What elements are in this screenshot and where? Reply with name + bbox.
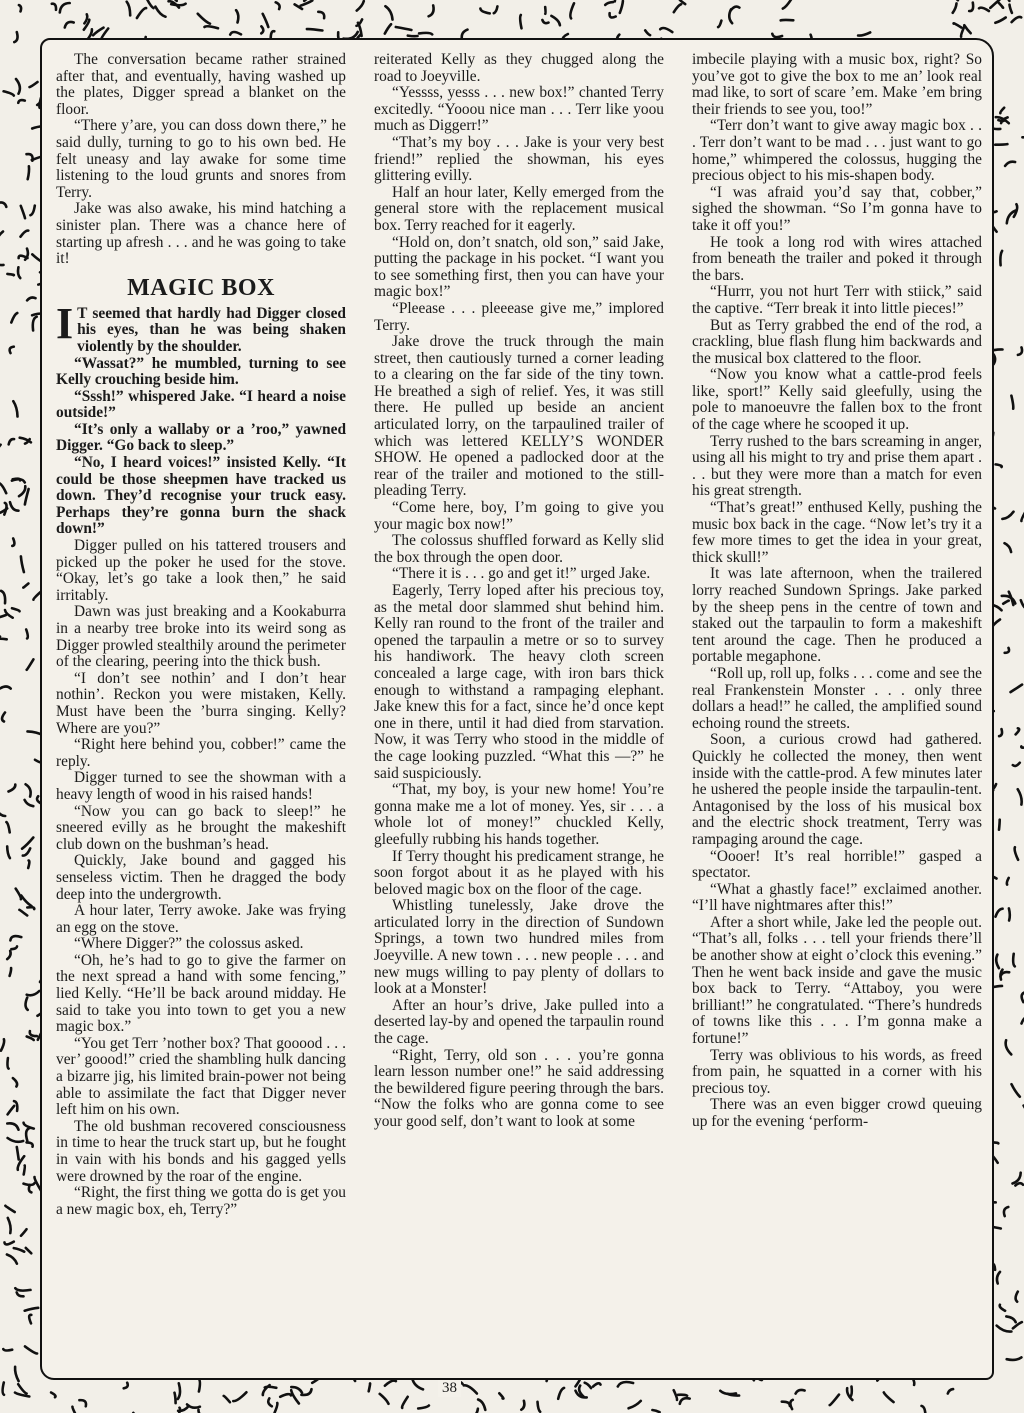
- border-squiggle: [307, 29, 323, 30]
- paragraph: “Right, the first thing we gotta do is get you a new magic box, eh, Terry?”: [56, 1184, 346, 1218]
- paragraph: Digger pulled on his tattered trousers and picked up the poker he used for the stove. “Okay, let’s go take a look then,” he said irritably.: [56, 537, 346, 604]
- paragraph: Digger turned to see the showman with a heavy length of wood in his raised hands!: [56, 769, 346, 803]
- paragraph-drop-cap: IT seemed that hardly had Digger closed his eyes, than he was being shaken violently by the shoulder.: [56, 298, 346, 355]
- border-squiggle: [10, 968, 12, 976]
- border-squiggle: [179, 1408, 180, 1413]
- paragraph: “Come here, boy, I’m going to give you your magic box now!”: [374, 499, 664, 533]
- paragraph: reiterated Kelly as they chugged along the road to Joeyville.: [374, 52, 664, 85]
- paragraph: The conversation became rather strained after that, and eventually, having washed up the plates, Digger spread a blanket on the floor.: [56, 52, 346, 118]
- paragraph: Half an hour later, Kelly emerged from the general store with the replacement musical box. Terry reached for it eagerly.: [374, 183, 664, 234]
- border-squiggle: [7, 1058, 8, 1069]
- paragraph: The colossus shuffled forward as Kelly slid the box through the open door.: [374, 532, 664, 566]
- section-heading: MAGIC BOX: [127, 274, 275, 301]
- paragraph: He took a long rod with wires attached from beneath the trailer and poked it through the bars.: [692, 233, 982, 284]
- paragraph: “What a ghastly face!” exclaimed another. “I’ll have nightmares after this!”: [692, 880, 982, 915]
- paragraph: Soon, a curious crowd had gathered. Quickly he collected the money, then went inside with the cattle-prod. A few minutes later he ushered the people inside the tarpaulin-tent. Antagonised by the loss of his musical box and the electric shock treatment, Terry was rampaging around the cage.: [692, 731, 982, 848]
- paragraph: Eagerly, Terry loped after his precious toy, as the metal door slammed shut behind him. Kelly ran round to the front of the trailer and opened the tarpaulin a metre or so to survey his handiwork. The heavy cloth screen concealed a large cage, with iron bars thick enough to withstand a rampaging elephant. Jake knew this for a fact, since he’d once kept one in there, until it had died from starvation. Now, it was Terry who stood in the middle of the cage looking puzzled. “What this —?” he said suspiciously.: [374, 582, 664, 782]
- column-2: [374, 52, 664, 1370]
- paragraph: After a short while, Jake led the people out. “That’s all, folks . . . tell your friends there’ll be another show at eight o’clock this evening.” Then he went back inside and gave the music box back to Terry. “Attaboy, you were brilliant!” he congratulated. “There’s hundreds of towns like this . . . I’m gonna make a fortune!”: [692, 913, 982, 1048]
- paragraph: “Oooer! It’s real horrible!” gasped a spectator.: [692, 847, 982, 882]
- border-squiggle: [3, 1349, 12, 1350]
- paragraph: “Now you know what a cattle-prod feels like, sport!” Kelly said gleefully, using the pole to manoeuvre the fallen box to the front of the cage where he scooped it up.: [692, 366, 982, 434]
- paragraph: Whistling tunelessly, Jake drove the articulated lorry in the direction of Sundown Springs, a town two hundred miles from Joeyville. A new town . . . new people . . . and new mugs willing to pay plenty of dollars to look at a Monster!: [374, 897, 664, 998]
- paragraph: “No, I heard voices!” insisted Kelly. “It could be those sheepmen have tracked us down. They’d recognise your truck easy. Perhaps they’re gonna burn the shack down!”: [56, 454, 346, 538]
- paragraph: Dawn was just breaking and a Kookaburra in a nearby tree broke into its weird song as Digger prowled stealthily around the perimeter of the clearing, peering into the thick bush.: [56, 603, 346, 671]
- paragraph: “There it is . . . go and get it!” urged Jake.: [392, 565, 651, 583]
- paragraph: The old bushman recovered consciousness in time to hear the truck start up, but he fought in vain with his bonds and his gagged yells were drowned by the roar of the engine.: [56, 1117, 346, 1185]
- paragraph: “Pleease . . . pleeease give me,” implored Terry.: [374, 299, 664, 334]
- paragraph: “Yessss, yesss . . . new box!” chanted Terry excitedly. “Yooou nice man . . . Terr like yoou much as Diggerr!”: [374, 84, 664, 135]
- border-squiggle: [678, 1395, 687, 1396]
- page-number: 38: [438, 1380, 461, 1397]
- border-squiggle: [520, 15, 521, 28]
- paragraph: If Terry thought his predicament strange, he soon forgot about it as he played with his beloved magic box on the floor of the cage.: [374, 847, 664, 898]
- border-squiggle: [175, 1393, 176, 1403]
- column-3: [692, 52, 982, 1370]
- paragraph: “I was afraid you’d say that, cobber,” sighed the showman. “So I’m gonna have to take it off you!”: [692, 183, 982, 234]
- border-squiggle: [995, 144, 1007, 145]
- border-squiggle: [3, 1383, 4, 1395]
- paragraph: “Terr don’t want to give away magic box . . . Terr don’t want to be mad . . . just want to go home,” whimpered the colossus, hugging the precious object to his mis-shapen body.: [692, 117, 982, 185]
- paragraph: “I don’t see nothin’ and I don’t hear nothin’. Reckon you were mistaken, Kelly. Must have been the ’burra singing. Kelly? Where are you?”: [56, 669, 346, 737]
- border-squiggle: [408, 36, 418, 37]
- paragraph: “Right, Terry, old son . . . you’re gonna learn lesson number one!” he said addressing the bewildered figure peering through the bars. “Now the folks who are gonna come to see your good self, don’t want to look at some: [374, 1046, 664, 1130]
- border-squiggle: [171, 4, 185, 6]
- paragraph: “There y’are, you can doss down there,” he said dully, turning to go to his own bed. He felt uneasy and lay awake for some time listening to the loud grunts and snores from Terry.: [56, 117, 346, 201]
- paragraph: “Wassat?” he mumbled, turning to see Kelly crouching beside him.: [56, 354, 346, 389]
- paragraph: “Hurrr, you not hurt Terr with stiick,” said the captive. “Terr break it into little pieces!”: [692, 283, 982, 317]
- paragraph: “That’s my boy . . . Jake is your very best friend!” replied the showman, his eyes glittering evilly.: [374, 133, 664, 185]
- paragraph: Quickly, Jake bound and gagged his senseless victim. Then he dragged the body deep into the undergrowth.: [56, 852, 346, 903]
- paragraph: “Now you can go back to sleep!” he sneered evilly as he brought the makeshift club down on the bushman’s head.: [56, 802, 346, 853]
- border-squiggle: [7, 274, 14, 275]
- paragraph: But as Terry grabbed the end of the rod, a crackling, blue flash flung him backwards and the musical box clattered to the floor.: [692, 316, 982, 367]
- paragraph: It was late afternoon, when the trailered lorry reached Sundown Springs. Jake parked by the sheep pens in the centre of town and staked out the tarpaulin to form a makeshift tent around the cage. Then he produced a portable megaphone.: [692, 565, 982, 666]
- article-columns: [56, 52, 986, 1370]
- paragraph: “Hold on, don’t snatch, old son,” said Jake, putting the package in his pocket. “I want you to see something first, then you can have your magic box!”: [374, 233, 664, 301]
- paragraph: There was an even bigger crowd queuing up for the evening ‘perform-: [692, 1096, 982, 1130]
- paragraph: Terry rushed to the bars screaming in anger, using all his might to try and prise them apart . . . but they were more than a match for even his great strength.: [692, 432, 982, 500]
- border-squiggle: [28, 166, 29, 179]
- paragraph: “Right here behind you, cobber!” came the reply.: [56, 736, 346, 770]
- paragraph: “That’s great!” enthused Kelly, pushing the music box back in the cage. “Now let’s try it a few more times to get the idea in your great, thick skull!”: [692, 499, 982, 566]
- paragraph: imbecile playing with a music box, right? So you’ve got to give the box to me an’ look real mad like, to sort of scare ’em. Make ’em bring their friends to see you, too!”: [692, 52, 982, 118]
- border-squiggle: [999, 820, 1000, 830]
- paragraph: “Roll up, roll up, folks . . . come and see the real Frankenstein Monster . . . only three dollars a head!” he called, the amplified sound echoing round the streets.: [692, 664, 982, 732]
- paragraph: After an hour’s drive, Jake pulled into a deserted lay-by and opened the tarpaulin round the cage.: [374, 996, 664, 1048]
- paragraph: Terry was oblivious to his words, as freed from pain, he squatted in a corner with his precious toy.: [692, 1046, 982, 1097]
- border-squiggle: [28, 861, 29, 868]
- paragraph: A hour later, Terry awoke. Jake was frying an egg on the stove.: [56, 902, 346, 936]
- paragraph: “You get Terr ’nother box? That gooood . . . ver’ goood!” cried the shambling hulk dancing a bizarre jig, his limited brain-power not being able to assimilate the fact that Digger never left him on his own.: [56, 1034, 346, 1119]
- paragraph: Jake was also awake, his mind hatching a sinister plan. There was a chance here of starting up afresh . . . and he was going to take it!: [56, 200, 346, 268]
- paragraph: “That, my boy, is your new home! You’re gonna make me a lot of money. Yes, sir . . . a whole lot of money!” chuckled Kelly, gleefully rubbing his hands together.: [374, 781, 664, 848]
- paragraph: “Oh, he’s had to go to give the farmer on the next spread a hand with some fencing,” lied Kelly. “He’ll be back around midday. He said to take you into town to get you a new magic box.”: [56, 951, 346, 1036]
- border-squiggle: [369, 1383, 370, 1391]
- paragraph: “Sssh!” whispered Jake. “I heard a noise outside!”: [56, 387, 346, 422]
- paragraph: “Where Digger?” the colossus asked.: [74, 935, 304, 953]
- border-squiggle: [1009, 908, 1010, 920]
- column-1: [56, 52, 346, 1370]
- paragraph: Jake drove the truck through the main street, then cautiously turned a corner leading to a clearing on the far side of the tiny town. He breathed a sigh of relief. Yes, it was still there. He pulled up beside an ancient articulated lorry, on the tarpaulined trailer of which was lettered KELLY’S WONDER SHOW. He opened a padlocked door at the rear of the trailer and motioned to the still-pleading Terry.: [374, 333, 664, 500]
- border-squiggle: [24, 1166, 25, 1175]
- paragraph: “It’s only a wallaby or a ’roo,” yawned Digger. “Go back to sleep.”: [56, 420, 346, 455]
